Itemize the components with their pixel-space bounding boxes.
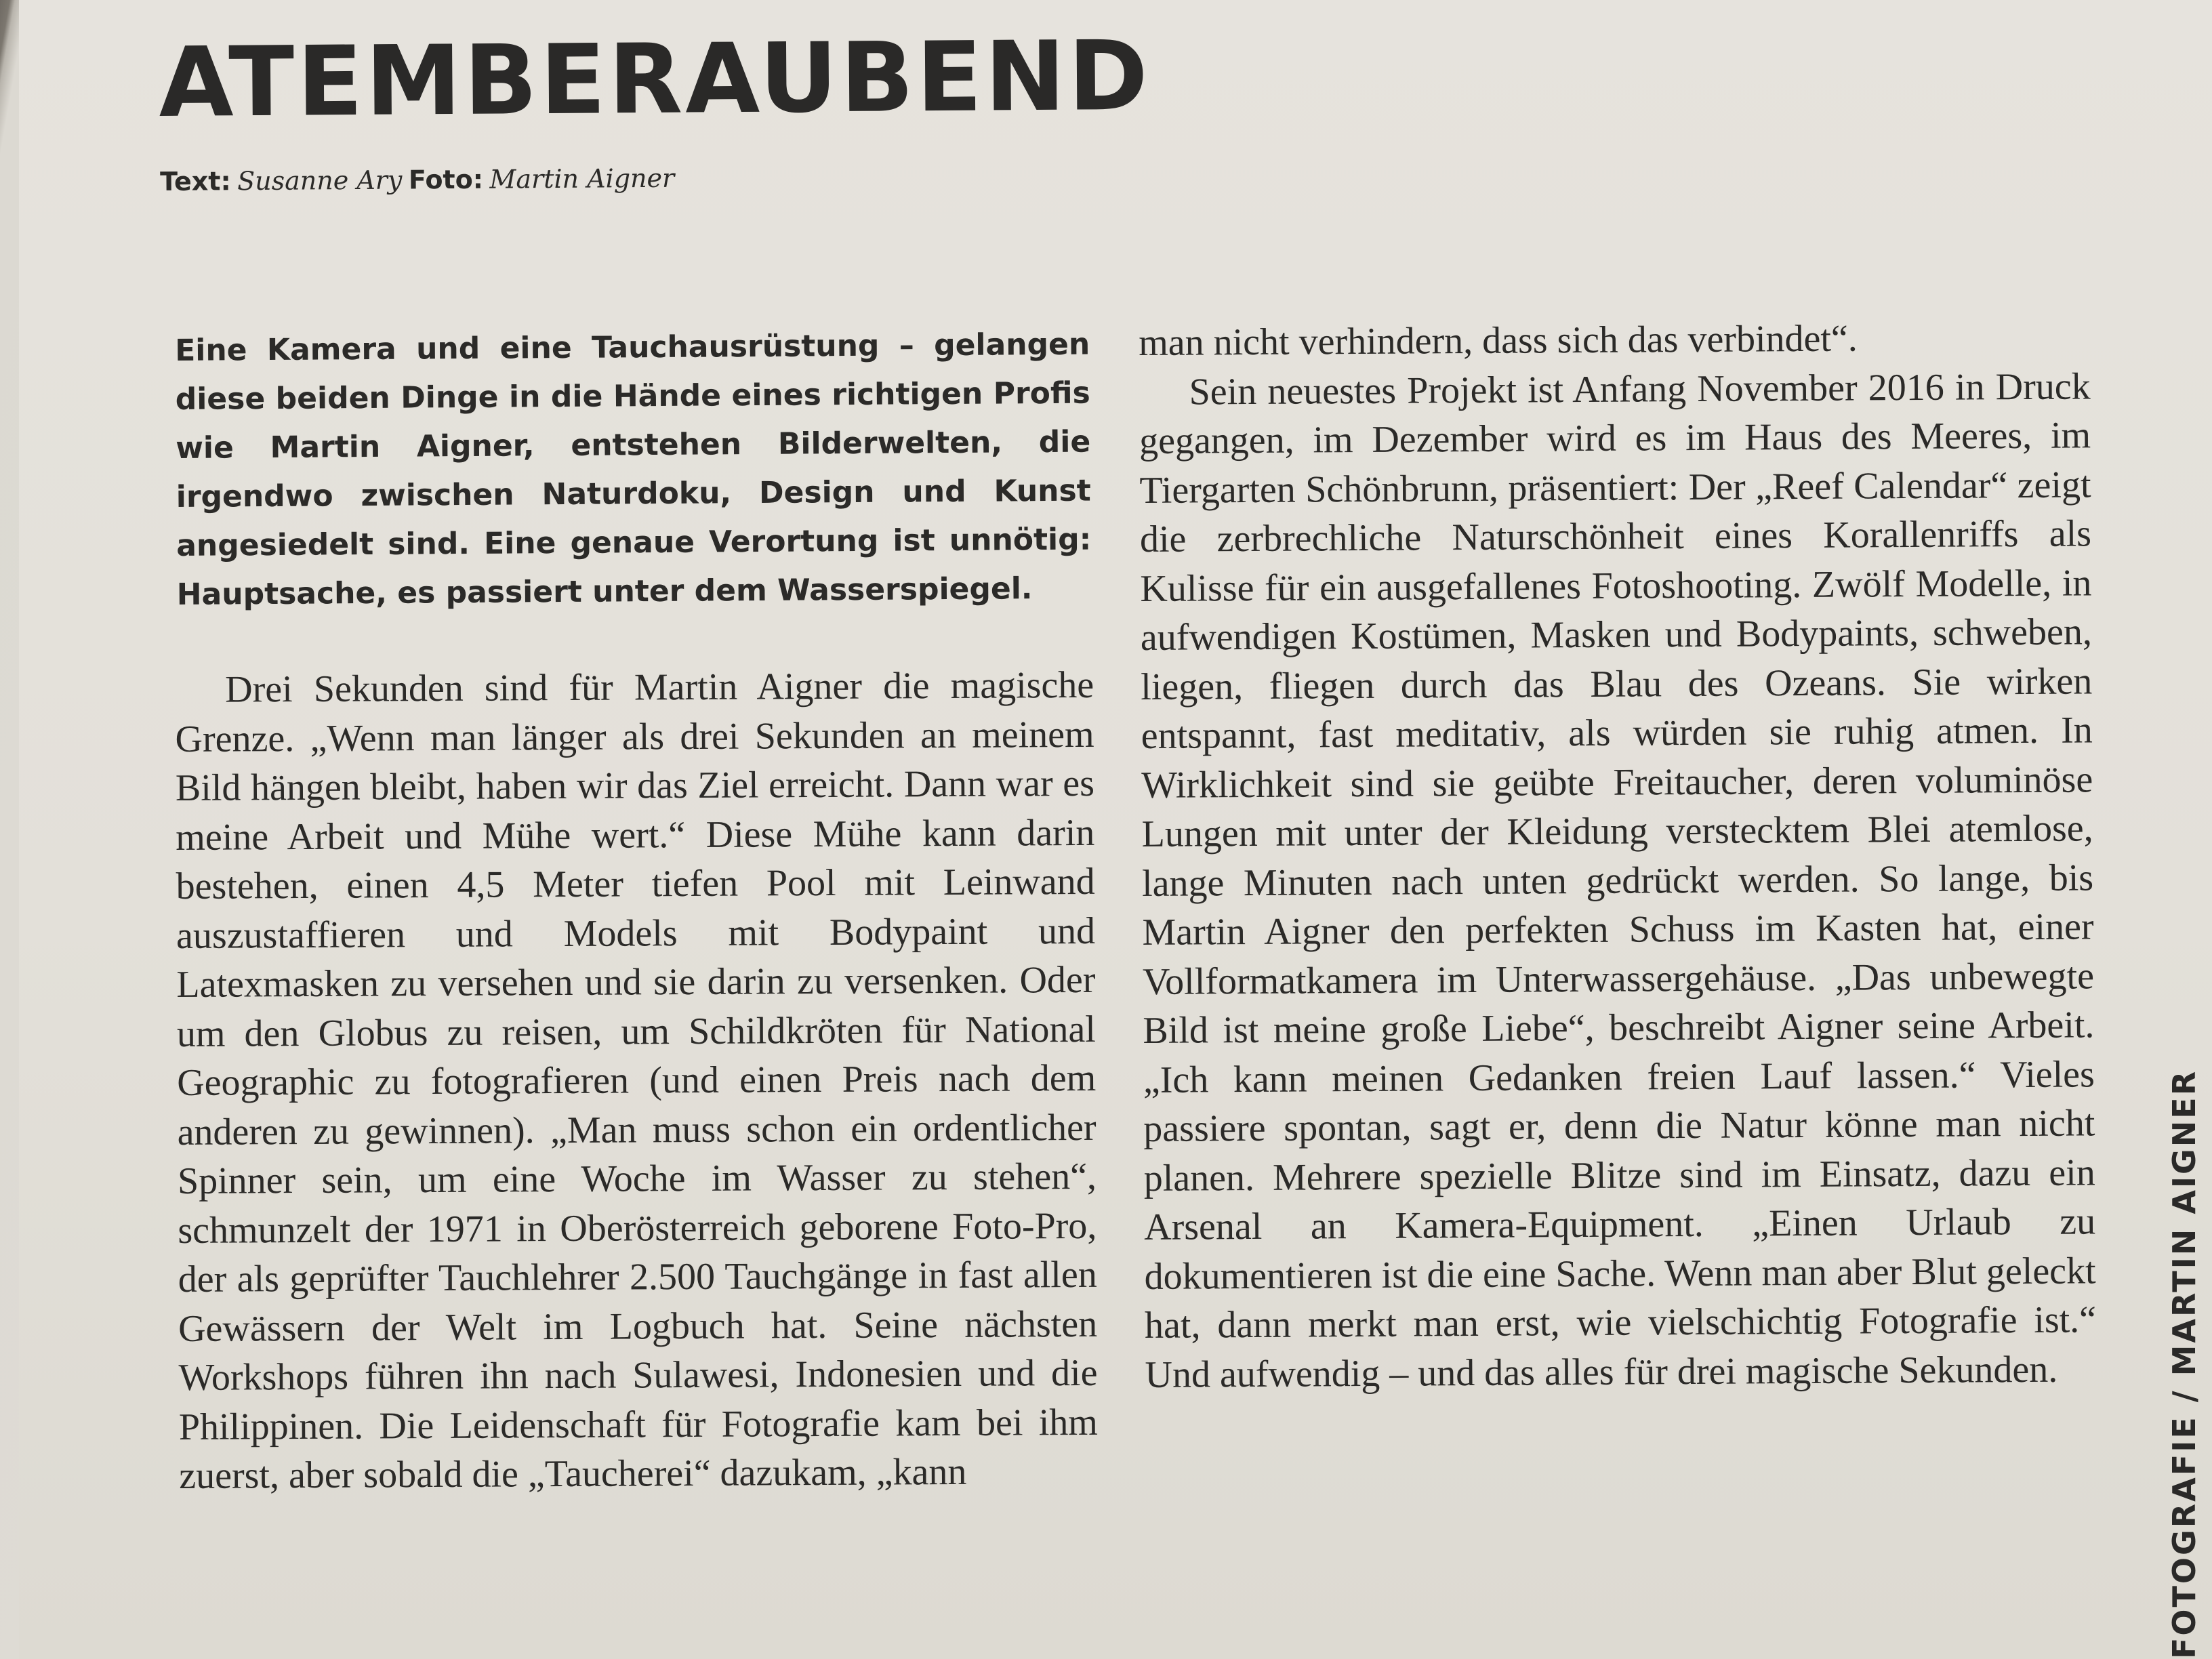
body-column-left	[175, 661, 1098, 1501]
article-lead: Eine Kamera und eine Tauchausrüstung – gelangen diese beiden Dinge in die Hände eines richtigen Profis wie Martin Aigner, entstehen Bilderwelten, die irgendwo zwischen Naturdoku, Design und Kunst angesiedelt sind. Eine genaue Verortung ist unnötig: Hauptsache, es passiert unter dem Wasserspiegel.	[175, 327, 1092, 612]
body-paragraph-2: Sein neuestes Projekt ist Anfang November 2016 in Druck gegangen, im Dezember wird es im Haus des Meeres, im Tiergarten Schönbrunn, präsentiert: Der „Reef Calendar“ zeigt die zerbrechliche Naturschönheit eines Korallenriffs als Kulisse für ein ausgefallenes Fotoshooting. Zwölf Modelle, in aufwendigen Kostümen, Masken und Bodypaints, schweben, liegen, fliegen durch das Blau des Ozeans. Sie wirken entspannt, fast meditativ, als würden sie ruhig atmen. In Wirklichkeit sind sie geübte Freitaucher, deren voluminöse Lungen mit unter der Kleidung verstecktem Blei atemlose, lange Minuten nach unten gedrückt werden. So lange, bis Martin Aigner den perfekten Schuss im Kasten hat, einer Vollformatkamera im Unterwassergehäuse. „Das unbewegte Bild ist meine große Liebe“, beschreibt Aigner seine Arbeit. „Ich kann meinen Gedanken freien Lauf lassen.“ Vieles passiere spontan, sagt er, denn die Natur könne man nicht planen. Mehrere spezielle Blitze sind im Einsatz, dazu ein Arsenal an Kamera-Equipment. „Einen Urlaub zu dokumentieren ist die eine Sache. Wenn man aber Blut geleckt hat, dann merkt man erst, wie vielschichtig Fotografie ist.“ Und aufwendig – und das alles für drei magische Sekunden.	[1139, 365, 2097, 1396]
body-paragraph-1: Drei Sekunden sind für Martin Aigner die magische Grenze. „Wenn man länger als drei Sekunden an meinem Bild hängen bleibt, haben wir das Ziel erreicht. Dann war es meine Arbeit und Mühe wert.“ Diese Mühe kann darin bestehen, einen 4,5 Meter tiefen Pool mit Leinwand auszustaffieren und Models mit Bodypaint und Latexmasken zu versehen und sie darin zu versenken. Oder um den Globus zu reisen, um Schildkröten für National Geographic zu fotografieren (und einen Preis nach dem anderen zu gewinnen). „Man muss schon ein ordentlicher Spinner sein, um eine Woche im Wasser zu stehen“, schmunzelt der 1971 in Oberösterreich geborene Foto-Pro, der als geprüfter Tauchlehrer 2.500 Tauchgänge in fast allen Gewässern der Welt im Logbuch hat. Seine nächsten Workshops führen ihn nach Sulawesi, Indonesien und die Philippinen. Die Leidenschaft für Fotografie kam bei ihm zuerst, aber sobald die „Taucherei“ dazukam, „kann	[175, 663, 1099, 1497]
text-credit-author: Susanne Ary	[237, 165, 403, 197]
article-title: ATEMBERAUBEND	[158, 20, 1151, 139]
section-rubric: FOTOGRAFIE / MARTIN AIGNER	[2166, 1069, 2203, 1659]
article-credits	[160, 163, 674, 199]
photo-credit-label: Foto:	[408, 164, 484, 195]
body-column-right	[1139, 312, 2097, 1399]
text-credit-label: Text:	[160, 166, 231, 197]
photo-credit-author: Martin Aigner	[489, 163, 675, 194]
body-paragraph-1-continued: man nicht verhindern, dass sich das verbindet“.	[1139, 317, 1858, 364]
